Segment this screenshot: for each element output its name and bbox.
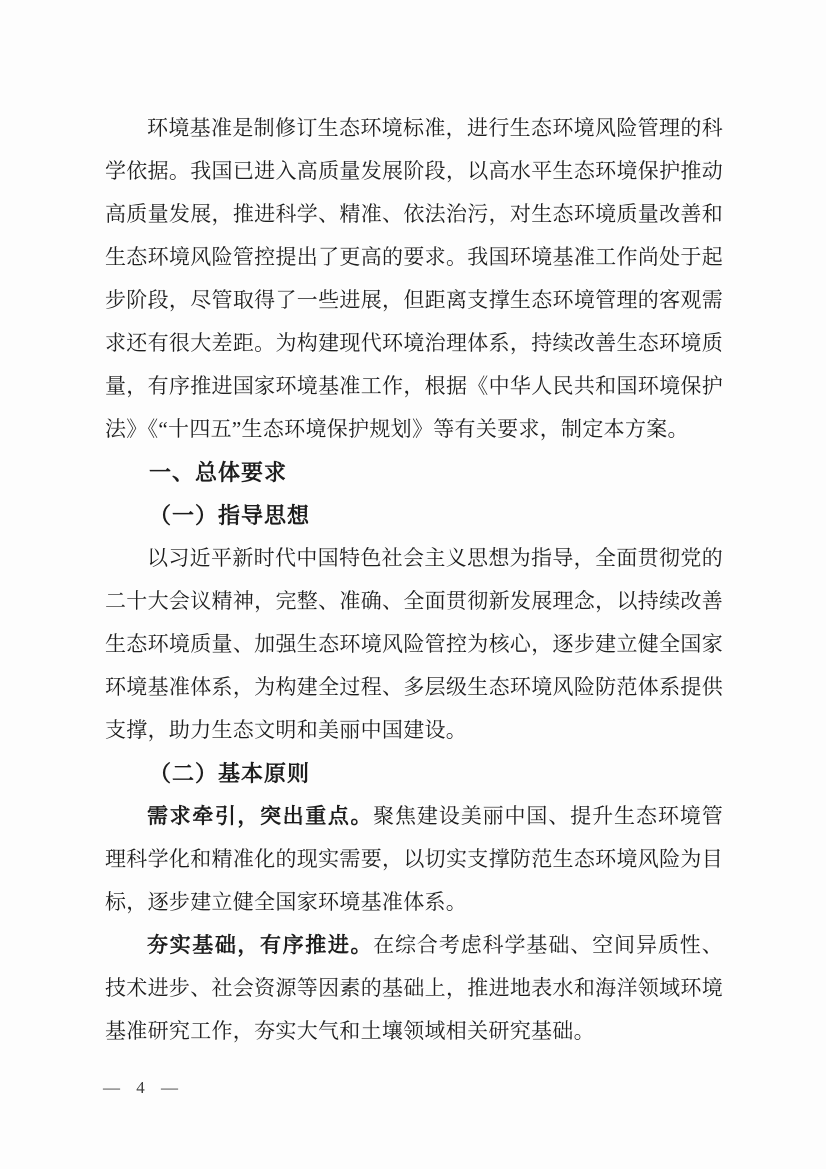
subsection-heading-guiding-ideology: （一）指导思想 [149, 503, 311, 528]
subsection-heading-basic-principles: （二）基本原则 [149, 761, 311, 786]
principle-paragraph-foundation [105, 924, 723, 1053]
section-heading-overall-requirements: 一、总体要求 [149, 460, 288, 485]
principle-foundation-text: 在综合考虑科学基础、空间异质性、技术进步、社会资源等因素的基础上，推进地表水和海洋领域环境基准研究工作，夯实大气和土壤领域相关研究基础。 [105, 933, 723, 1043]
principle-demand-lead: 需求牵引，突出重点。 [147, 804, 374, 828]
document-body [105, 107, 723, 1053]
principle-foundation-lead: 夯实基础，有序推进。 [147, 933, 374, 957]
intro-paragraph: 环境基准是制修订生态环境标准，进行生态环境风险管理的科学依据。我国已进入高质量发展阶段，以高水平生态环境保护推动高质量发展，推进科学、精准、依法治污，对生态环境质量改善和生态环境风险管控提出了更高的要求。我国环境基准工作尚处于起步阶段，尽管取得了一些进展，但距离支撑生态环境管理的客观需求还有很大差距。为构建现代环境治理体系，持续改善生态环境质量，有序推进国家环境基准工作，根据《中华人民共和国环境保护法》《“十四五”生态环境保护规划》等有关要求，制定本方案。 [105, 116, 723, 441]
principle-paragraph-demand [105, 795, 723, 924]
principle-demand-text: 聚焦建设美丽中国、提升生态环境管理科学化和精准化的现实需要，以切实支撑防范生态环境风险为目标，逐步建立健全国家环境基准体系。 [105, 804, 723, 914]
guiding-ideology-paragraph: 以习近平新时代中国特色社会主义思想为指导，全面贯彻党的二十大会议精神，完整、准确、全面贯彻新发展理念，以持续改善生态环境质量、加强生态环境风险管控为核心，逐步建立健全国家环境基准体系，为构建全过程、多层级生态环境风险防范体系提供支撑，助力生态文明和美丽中国建设。 [105, 546, 723, 742]
page-number: — 4 — [103, 1078, 184, 1097]
